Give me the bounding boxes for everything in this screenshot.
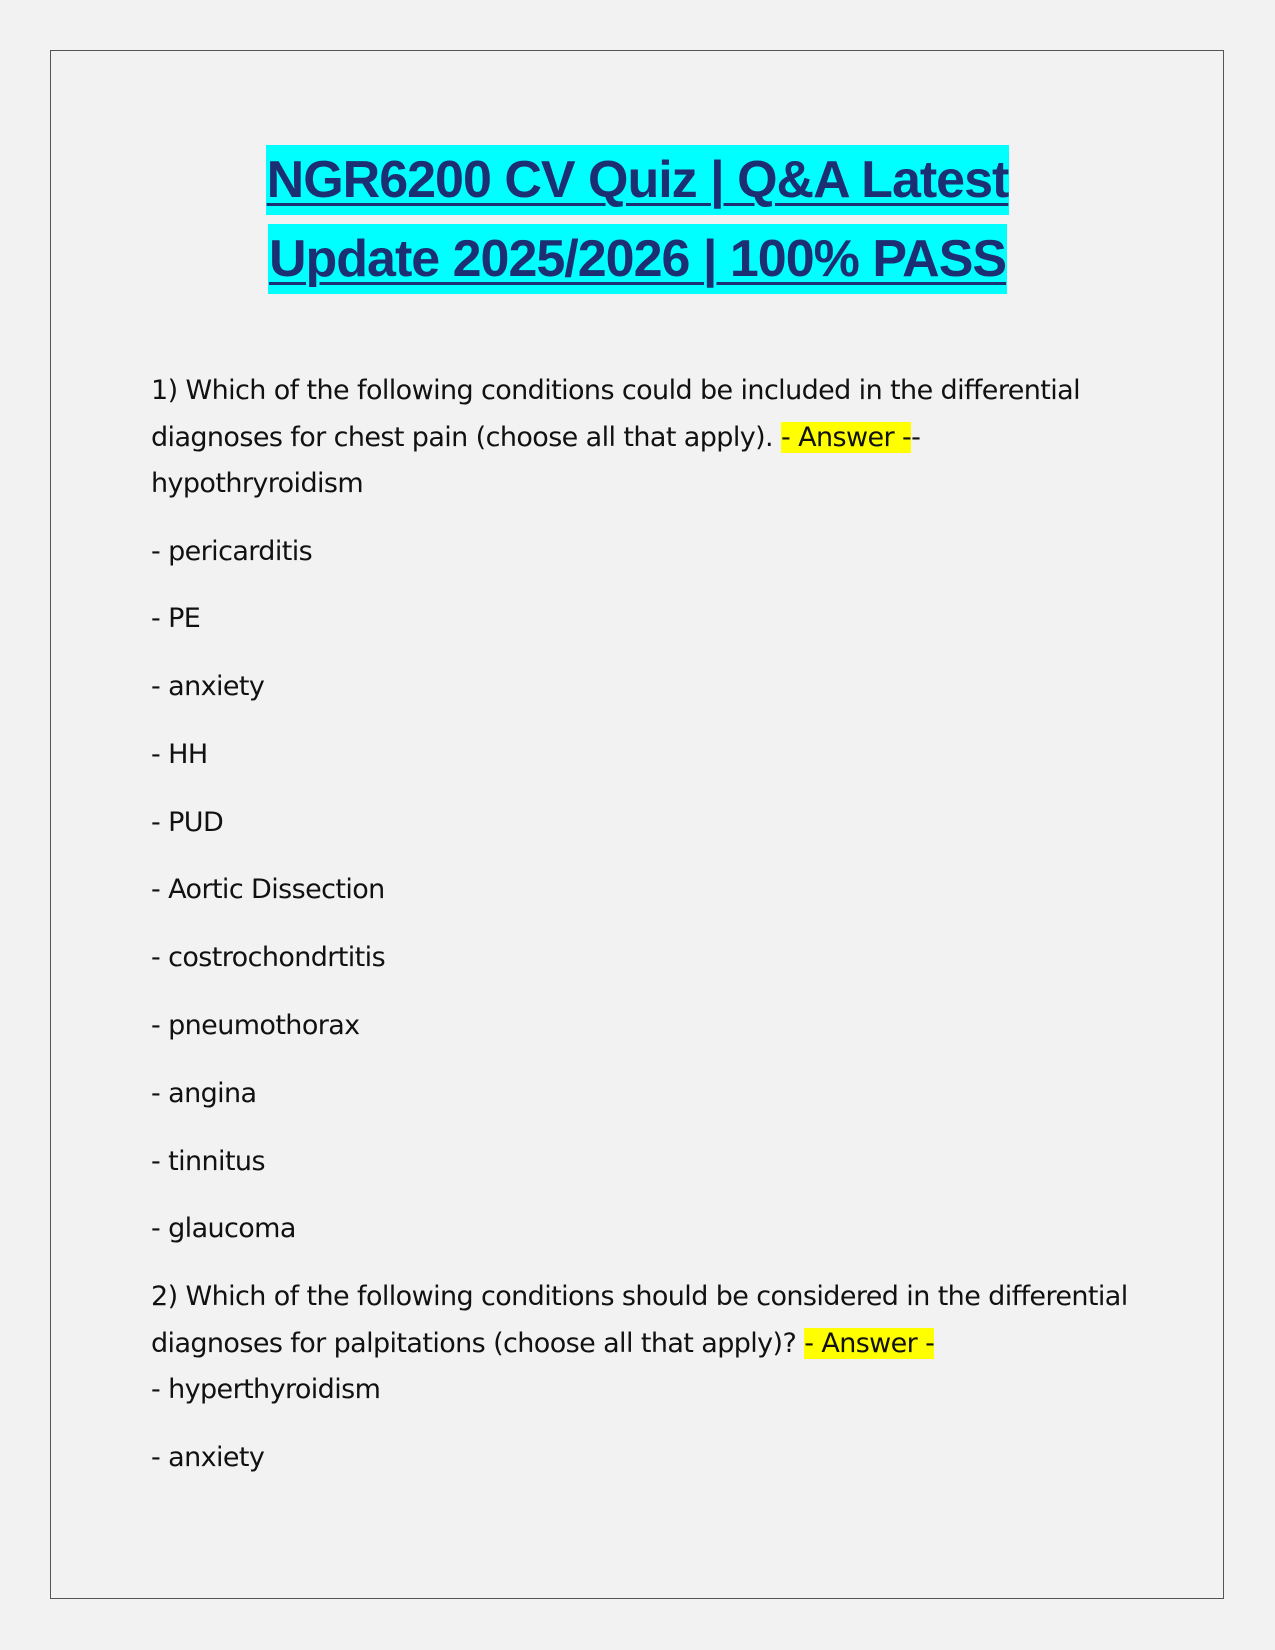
list-item: - angina [151,1077,257,1109]
question-2 [151,1274,1131,1414]
list-item: - HH [151,738,208,770]
question-text: 2) Which of the following conditions should be considered in the differential diagnoses for palpitations (choose all that apply)? [151,1281,1128,1359]
title-line-1: NGR6200 CV Quiz | Q&A Latest [266,145,1010,215]
list-item: - costrochondrtitis [151,942,386,974]
question-1 [151,368,1131,508]
answer-first-item: - hyperthyroidism [151,1374,381,1406]
title-line-2: Update 2025/2026 | 100% PASS [268,224,1007,294]
answer-marker: - Answer - [781,421,912,453]
list-item: - anxiety [151,1441,265,1473]
list-item: - anxiety [151,671,265,703]
answer-marker: - Answer - [804,1327,935,1359]
question-text: 1) Which of the following conditions could be included in the differential diagnoses for chest pain (choose all that apply). [151,375,1080,453]
list-item: - pneumothorax [151,1010,360,1042]
answer-first-item: - hypothryroidism [151,421,921,499]
list-item: - PE [151,603,201,635]
list-item: - tinnitus [151,1145,265,1177]
list-item: - PUD [151,806,224,838]
list-item: - Aortic Dissection [151,874,385,906]
list-item: - glaucoma [151,1213,296,1245]
document-body [151,368,1131,1503]
list-item: - pericarditis [151,535,313,567]
document-title [0,142,1275,300]
